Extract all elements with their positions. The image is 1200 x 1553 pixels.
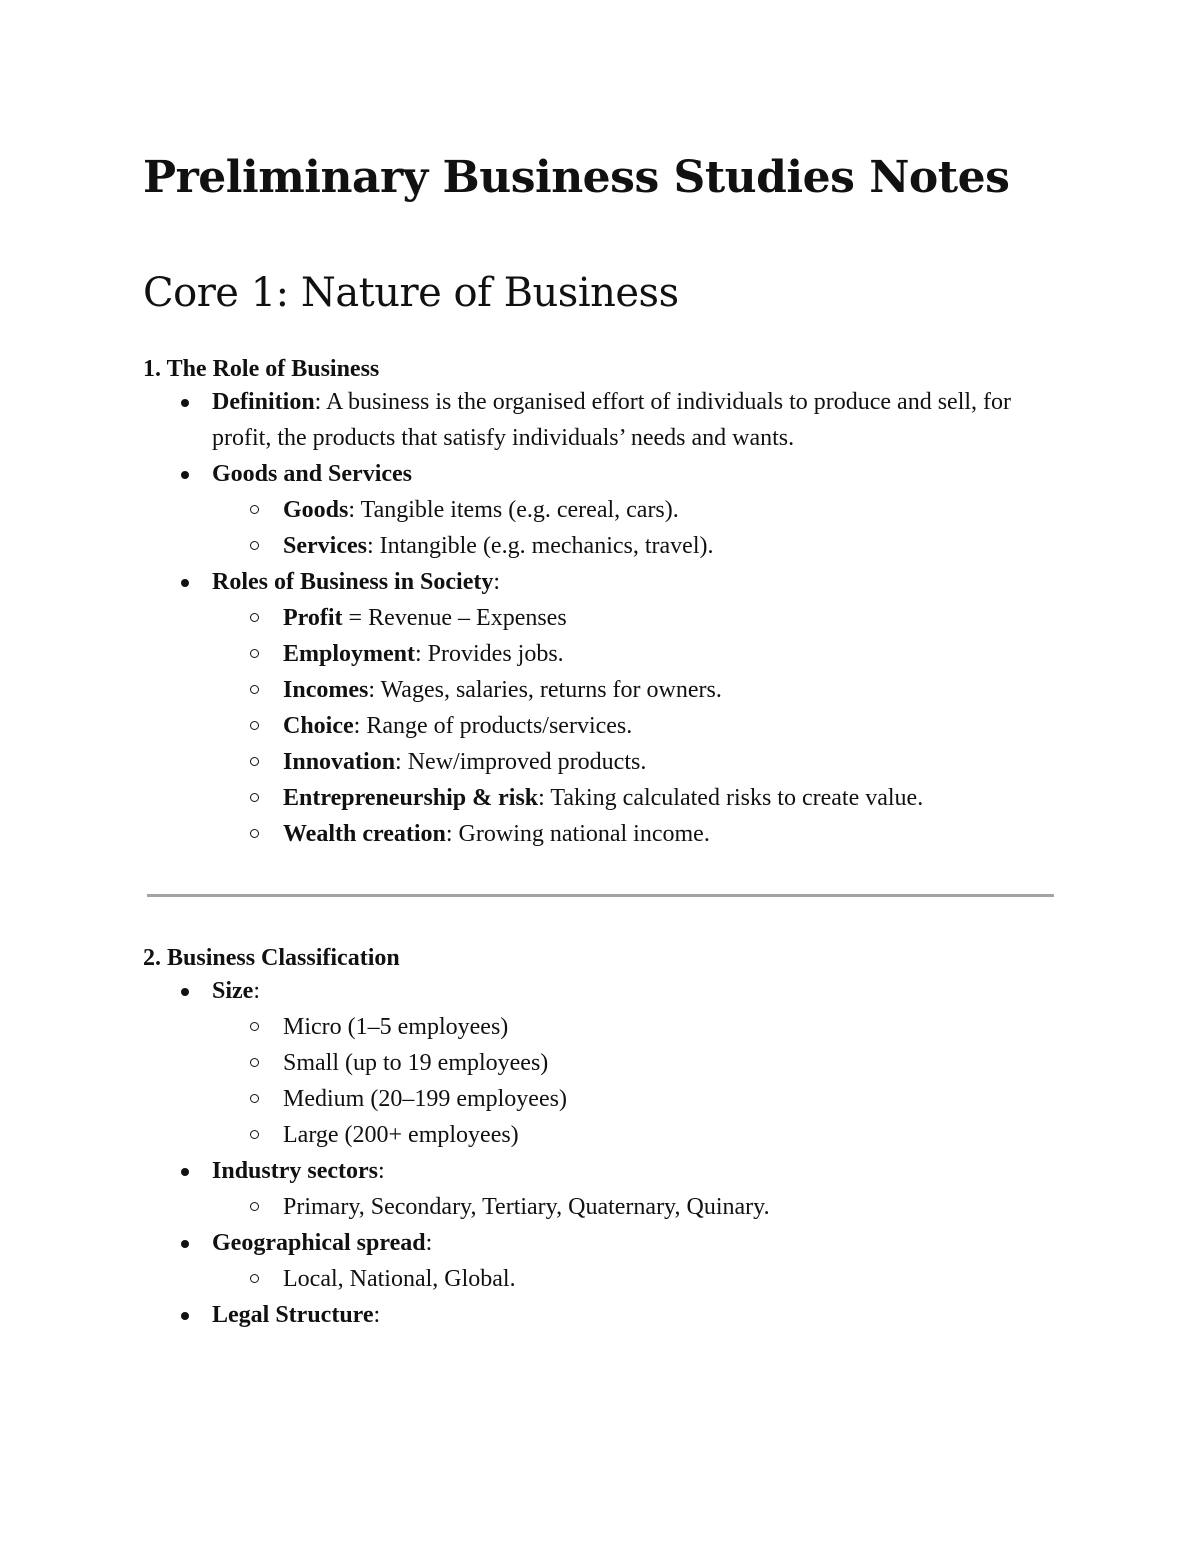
sublist-item-employment: Employment: Provides jobs. (212, 636, 1058, 672)
list-item-goods-and-services (143, 456, 1058, 564)
list-item-legal-structure: Legal Structure: (143, 1297, 1058, 1333)
sublist-item-large: Large (200+ employees) (212, 1117, 1058, 1153)
item-text: A business is the organised effort of individuals to produce and sell, for profit, the products that satisfy individuals’ needs and wants. (212, 389, 1012, 451)
term-label: Industry sectors (212, 1158, 378, 1184)
sublist-item-sectors: Primary, Secondary, Tertiary, Quaternary, Quinary. (212, 1189, 1058, 1225)
term-label: Geographical spread (212, 1230, 426, 1256)
term-label: Size (212, 978, 254, 1004)
term-label: Legal Structure (212, 1302, 374, 1328)
sublist-item-medium: Medium (20–199 employees) (212, 1081, 1058, 1117)
sublist-item-services: Services: Intangible (e.g. mechanics, travel). (212, 528, 1058, 564)
business-classification-list (143, 973, 1058, 1333)
sublist-item-profit: Profit = Revenue – Expenses (212, 600, 1058, 636)
term-label: Definition (212, 389, 315, 415)
document-page (143, 150, 1058, 1333)
section-heading-role-of-business: 1. The Role of Business (143, 356, 380, 382)
list-item-geographical-spread: Geographical spread: Local, National, Global. (143, 1225, 1058, 1297)
term-label: Goods and Services (212, 461, 413, 487)
section-heading-business-classification: 2. Business Classification (143, 945, 400, 971)
sublist-item-innovation: Innovation: New/improved products. (212, 744, 1058, 780)
sublist-item-spread: Local, National, Global. (212, 1261, 1058, 1297)
geographical-spread-sublist (212, 1261, 1058, 1297)
sublist-item-micro: Micro (1–5 employees) (212, 1009, 1058, 1045)
roles-sublist (212, 600, 1058, 852)
document-title: Preliminary Business Studies Notes (143, 152, 1010, 203)
list-item-definition: Definition: A business is the organised effort of individuals to produce and sell, for profit, the products that satisfy individuals’ needs and wants. (143, 384, 1058, 456)
sublist-item-goods: Goods: Tangible items (e.g. cereal, cars). (212, 492, 1058, 528)
section-divider (147, 894, 1054, 897)
sublist-item-entrepreneurship: Entrepreneurship & risk: Taking calculated risks to create value. (212, 780, 1058, 816)
sublist-item-choice: Choice: Range of products/services. (212, 708, 1058, 744)
industry-sectors-sublist (212, 1189, 1058, 1225)
term-label: Roles of Business in Society (212, 569, 494, 595)
sublist-item-wealth-creation: Wealth creation: Growing national income. (212, 816, 1058, 852)
list-item-industry-sectors: Industry sectors: Primary, Secondary, Tertiary, Quaternary, Quinary. (143, 1153, 1058, 1225)
list-item-roles-of-business: Roles of Business in Society: Profit = Revenue – Expenses Employment: Provides jobs. Incomes: Wages, salaries, returns for owners. Choice: Range of products/services. Innovation: New/improved products. Entrepreneurship & risk: Taking calculated risks to create value. Wealth creation: Growing national income. (143, 564, 1058, 852)
size-sublist (212, 1009, 1058, 1153)
sublist-item-small: Small (up to 19 employees) (212, 1045, 1058, 1081)
sublist-item-incomes: Incomes: Wages, salaries, returns for owners. (212, 672, 1058, 708)
role-of-business-list (143, 384, 1058, 852)
core-heading: Core 1: Nature of Business (143, 270, 679, 316)
goods-services-sublist (212, 492, 1058, 564)
list-item-size: Size: Micro (1–5 employees) Small (up to 19 employees) Medium (20–199 employees) Large (200+ employees) (143, 973, 1058, 1153)
